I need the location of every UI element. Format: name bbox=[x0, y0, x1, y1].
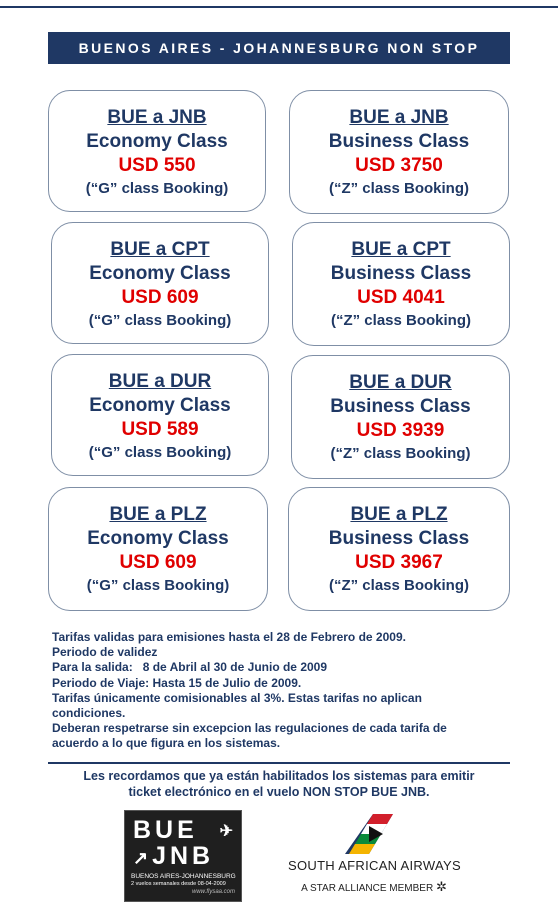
fare-card-bue-dur-business bbox=[291, 355, 510, 479]
fare-card-bue-cpt-economy bbox=[51, 222, 269, 344]
top-rule bbox=[0, 6, 558, 8]
logo-url: www.flysaa.com bbox=[191, 889, 235, 895]
arrow-icon: ↗ bbox=[133, 848, 149, 868]
condition-line: Periodo de validez bbox=[52, 645, 158, 660]
fare-card-bue-plz-business bbox=[288, 487, 510, 611]
reminder-line: ticket electrónico en el vuelo NON STOP BUE JNB. bbox=[128, 785, 430, 799]
star-alliance-text: A STAR ALLIANCE MEMBER bbox=[301, 883, 434, 894]
condition-line: Para la salida: 8 de Abril al 30 de Junio de 2009 bbox=[52, 660, 328, 675]
condition-line: condiciones. bbox=[52, 706, 126, 721]
fare-booking: (“G” class Booking) bbox=[85, 180, 229, 197]
fare-price: USD 609 bbox=[119, 552, 197, 573]
fare-price: USD 3750 bbox=[355, 155, 443, 176]
fare-route: BUE a DUR bbox=[349, 372, 452, 393]
fare-route: BUE a JNB bbox=[107, 107, 207, 128]
fare-class: Economy Class bbox=[86, 131, 228, 152]
fare-route: BUE a PLZ bbox=[109, 504, 207, 525]
logo-line-bue bbox=[125, 817, 241, 843]
fare-card-bue-dur-economy bbox=[51, 354, 269, 476]
logo-line-jnb bbox=[125, 843, 241, 869]
south-african-airways-logo bbox=[288, 812, 460, 904]
fare-route: BUE a PLZ bbox=[350, 504, 448, 525]
fare-price: USD 3939 bbox=[356, 420, 445, 441]
saa-tail-icon bbox=[339, 812, 409, 856]
logo-text-bue: BUE bbox=[133, 816, 198, 844]
fare-price: USD 609 bbox=[121, 287, 199, 308]
fare-class: Business Class bbox=[330, 396, 471, 417]
condition-line: acuerdo a lo que figura en los sistemas. bbox=[52, 736, 281, 751]
fare-class: Business Class bbox=[328, 528, 470, 549]
fare-booking: (“G” class Booking) bbox=[88, 312, 232, 329]
divider bbox=[48, 762, 510, 764]
fare-booking: (“G” class Booking) bbox=[88, 444, 232, 461]
fare-conditions bbox=[52, 630, 512, 752]
eticket-reminder bbox=[48, 768, 510, 800]
fare-booking: (“Z” class Booking) bbox=[330, 312, 472, 329]
fare-class: Economy Class bbox=[89, 395, 231, 416]
fare-booking: (“Z” class Booking) bbox=[328, 180, 470, 197]
fare-booking: (“Z” class Booking) bbox=[328, 577, 470, 594]
logo-subtitle: BUENOS AIRES-JOHANNESBURG bbox=[131, 873, 236, 880]
fare-route: BUE a DUR bbox=[108, 371, 212, 392]
condition-line: Periodo de Viaje: Hasta 15 de Julio de 2009. bbox=[52, 675, 302, 690]
fare-booking: (“Z” class Booking) bbox=[330, 445, 471, 462]
fare-route: BUE a CPT bbox=[110, 239, 210, 260]
reminder-line: Les recordamos que ya están habilitados los sistemas para emitir bbox=[83, 769, 475, 783]
condition-line: Tarifas únicamente comisionables al 3%. Estas tarifas no aplican bbox=[52, 690, 422, 705]
airplane-icon: ✈ bbox=[219, 823, 233, 840]
fare-price: USD 589 bbox=[121, 419, 199, 440]
logo-text-jnb: JNB bbox=[152, 842, 215, 870]
fare-booking: (“G” class Booking) bbox=[86, 577, 230, 594]
fare-class: Economy Class bbox=[87, 528, 229, 549]
bue-jnb-logo bbox=[124, 810, 242, 902]
fare-route: BUE a JNB bbox=[349, 107, 449, 128]
fare-route: BUE a CPT bbox=[351, 239, 451, 260]
condition-line: Deberan respetrarse sin excepcion las regulaciones de cada tarifa de bbox=[52, 721, 447, 736]
fare-price: USD 3967 bbox=[355, 552, 443, 573]
star-alliance-tagline bbox=[288, 879, 460, 897]
fare-card-bue-cpt-business bbox=[292, 222, 510, 346]
logo-frequency: 2 vuelos semanales desde 08-04-2009 bbox=[131, 881, 226, 887]
fare-class: Business Class bbox=[330, 263, 472, 284]
fare-card-bue-plz-economy bbox=[48, 487, 268, 611]
fare-card-bue-jnb-economy bbox=[48, 90, 266, 212]
fare-class: Business Class bbox=[328, 131, 470, 152]
fare-price: USD 550 bbox=[118, 155, 196, 176]
fare-class: Economy Class bbox=[89, 263, 231, 284]
star-alliance-icon: ✲ bbox=[435, 879, 447, 894]
fare-price: USD 4041 bbox=[357, 287, 445, 308]
condition-line: Tarifas validas para emisiones hasta el 28 de Febrero de 2009. bbox=[52, 630, 406, 644]
route-banner: BUENOS AIRES - JOHANNESBURG NON STOP bbox=[48, 32, 510, 64]
saa-name: SOUTH AFRICAN AIRWAYS bbox=[288, 858, 461, 873]
fare-card-bue-jnb-business bbox=[289, 90, 509, 214]
